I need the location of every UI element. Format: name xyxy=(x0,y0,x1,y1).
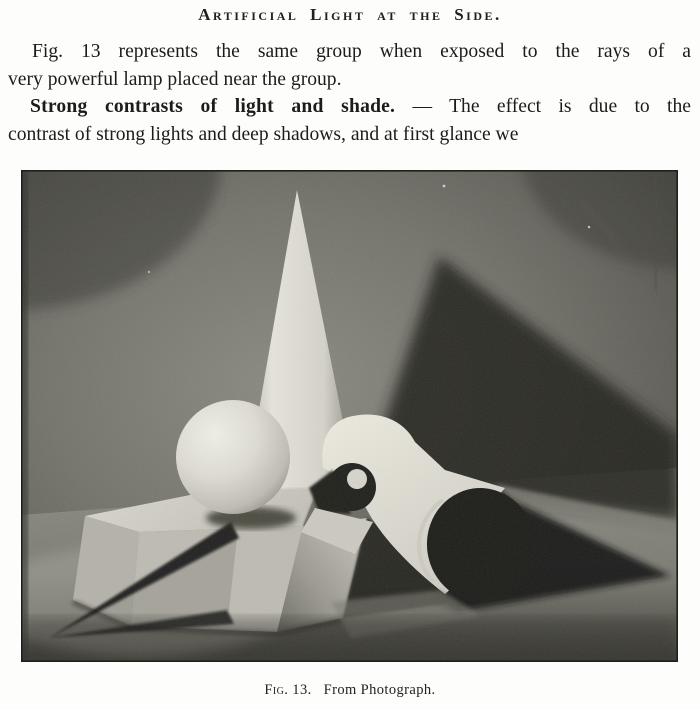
body-text xyxy=(0,38,700,148)
paragraph-2-line-1 xyxy=(8,93,691,121)
page-title: Artificial Light at the Side. xyxy=(198,5,502,24)
caption-label: Fig. 13. xyxy=(264,682,312,698)
paragraph-1-line-1: Fig. 13 represents the same group when exposed to the rays of a xyxy=(32,41,691,62)
figure-caption xyxy=(0,682,700,699)
paragraph-2-bold-lead: Strong contrasts of light and shade. xyxy=(30,96,396,118)
caption-text: From Photograph. xyxy=(323,682,436,698)
figure-13-photograph xyxy=(21,170,678,662)
halftone-grain xyxy=(21,170,678,662)
paragraph-2-line-1-rest: — The effect is due to the xyxy=(412,96,691,118)
paragraph-1-line-2: very powerful lamp placed near the group. xyxy=(8,68,342,90)
paragraph-2-line-2: contrast of strong lights and deep shadows, and at first glance we xyxy=(8,123,519,145)
